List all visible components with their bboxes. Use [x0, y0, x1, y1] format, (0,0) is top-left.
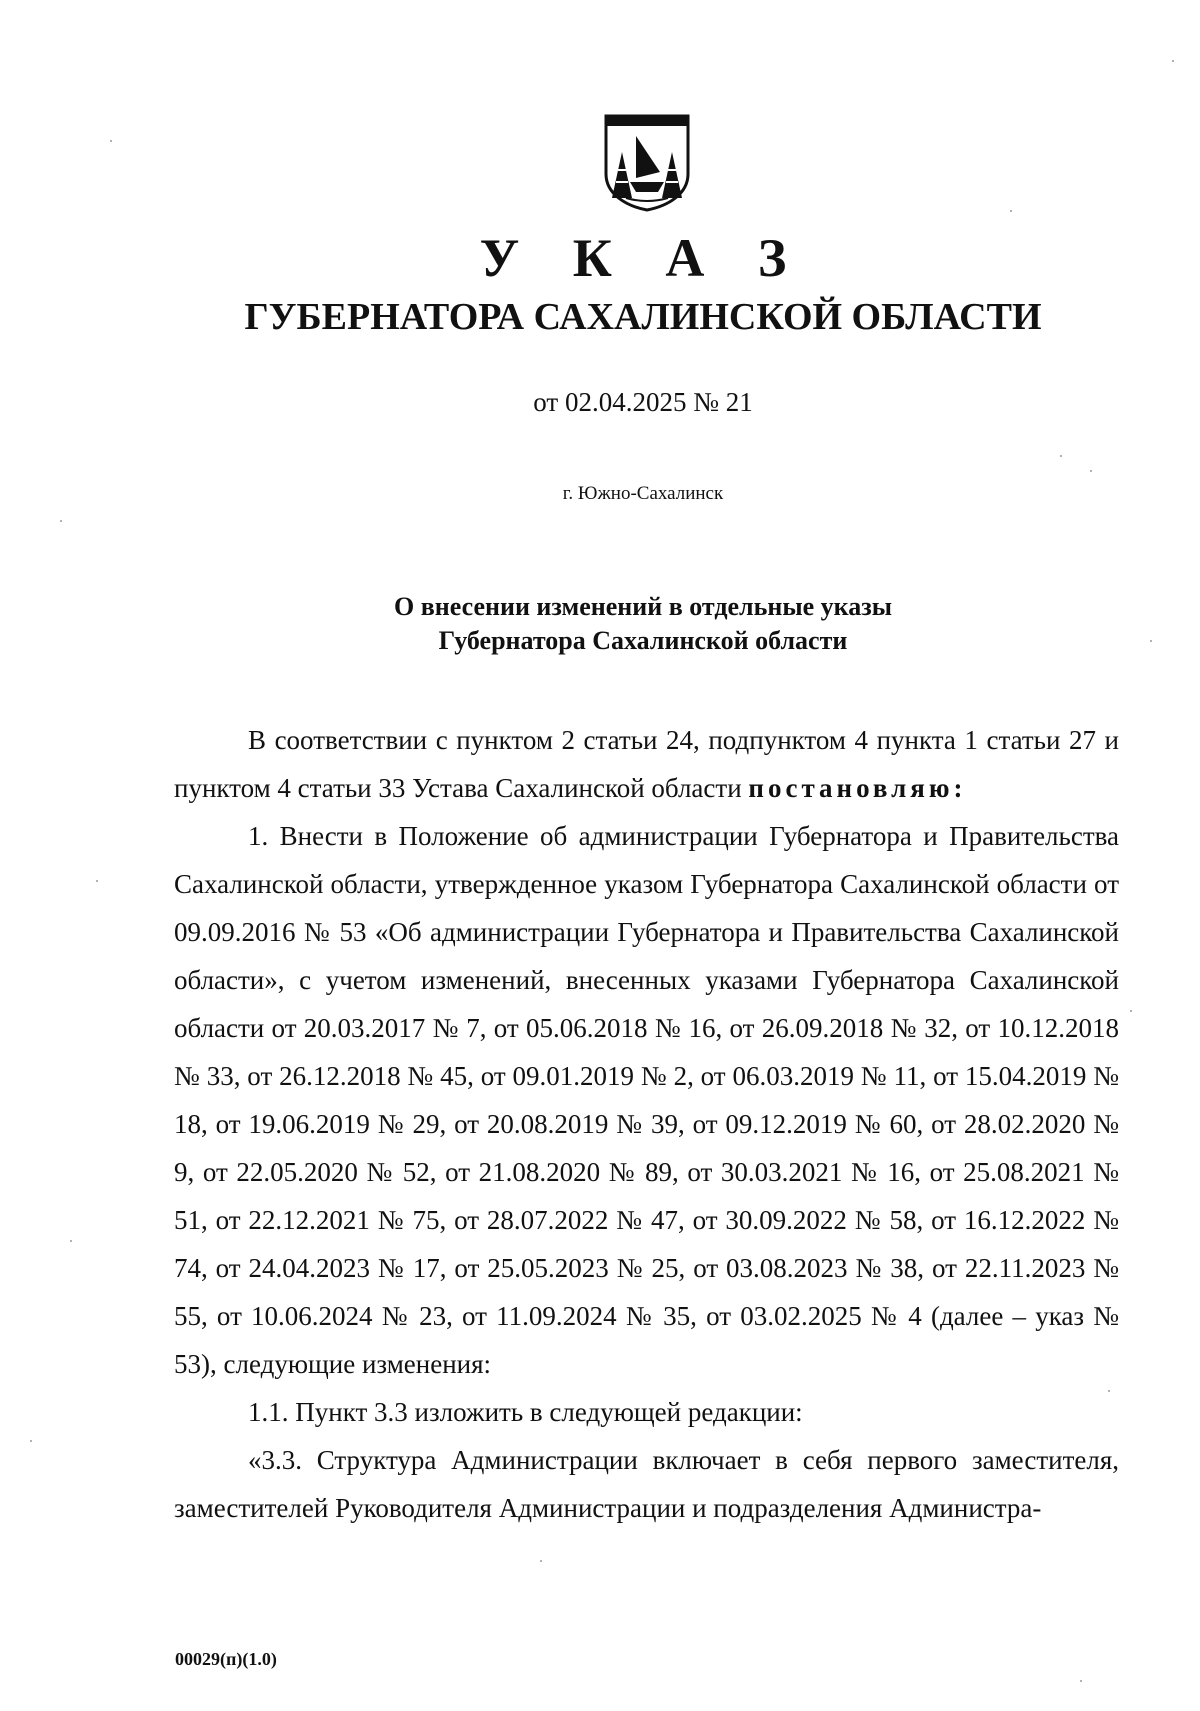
heading-line-2: Губернатора Сахалинской области	[438, 626, 848, 655]
document-body	[174, 716, 1119, 1532]
footer-document-code: 00029(п)(1.0)	[175, 1649, 277, 1669]
preamble-keyword: постановляю:	[748, 773, 967, 803]
document-subtitle: ГУБЕРНАТОРА САХАЛИНСКОЙ ОБЛАСТИ	[244, 296, 1042, 338]
document-date-number: от 02.04.2025 № 21	[533, 387, 753, 417]
paragraph-1: 1. Внести в Положение об администрации Губернатора и Правительства Сахалинской области, утвержденное указом Губернатора Сахалинской области от 09.09.2016 № 53 «Об администрации Губернатора и Правительства Сахалинской области», с учетом изменений, внесенных указами Губернатора Сахалинской области от 20.03.2017 № 7, от 05.06.2018 № 16, от 26.09.2018 № 32, от 10.12.2018 № 33, от 26.12.2018 № 45, от 09.01.2019 № 2, от 06.03.2019 № 11, от 15.04.2019 № 18, от 19.06.2019 № 29, от 20.08.2019 № 39, от 09.12.2019 № 60, от 28.02.2020 № 9, от 22.05.2020 № 52, от 21.08.2020 № 89, от 30.03.2021 № 16, от 25.08.2021 № 51, от 22.12.2021 № 75, от 28.07.2022 № 47, от 30.09.2022 № 58, от 16.12.2022 № 74, от 24.04.2023 № 17, от 25.05.2023 № 25, от 03.08.2023 № 38, от 22.11.2023 № 55, от 10.06.2024 № 23, от 11.09.2024 № 35, от 03.02.2025 № 4 (далее – указ № 53), следующие изменения:	[174, 821, 1119, 1379]
paragraph-1-1: 1.1. Пункт 3.3 изложить в следующей редакции:	[248, 1397, 803, 1427]
paragraph-3-3-quote: «3.3. Структура Администрации включает в себя первого заместителя, заместителей Руководителя Администрации и подразделения Администра-	[174, 1445, 1119, 1523]
document-city: г. Южно-Сахалинск	[562, 483, 724, 504]
heading-line-1: О внесении изменений в отдельные указы	[393, 592, 893, 621]
document-title: У К А З	[479, 228, 807, 288]
document-heading	[0, 590, 1200, 658]
preamble-paragraph	[174, 716, 1119, 812]
preamble-text: В соответствии с пунктом 2 статьи 24, подпунктом 4 пункта 1 статьи 27 и пунктом 4 статьи 33 Устава Сахалинской области	[174, 725, 1119, 803]
sakhalin-coat-of-arms-icon	[600, 112, 694, 212]
